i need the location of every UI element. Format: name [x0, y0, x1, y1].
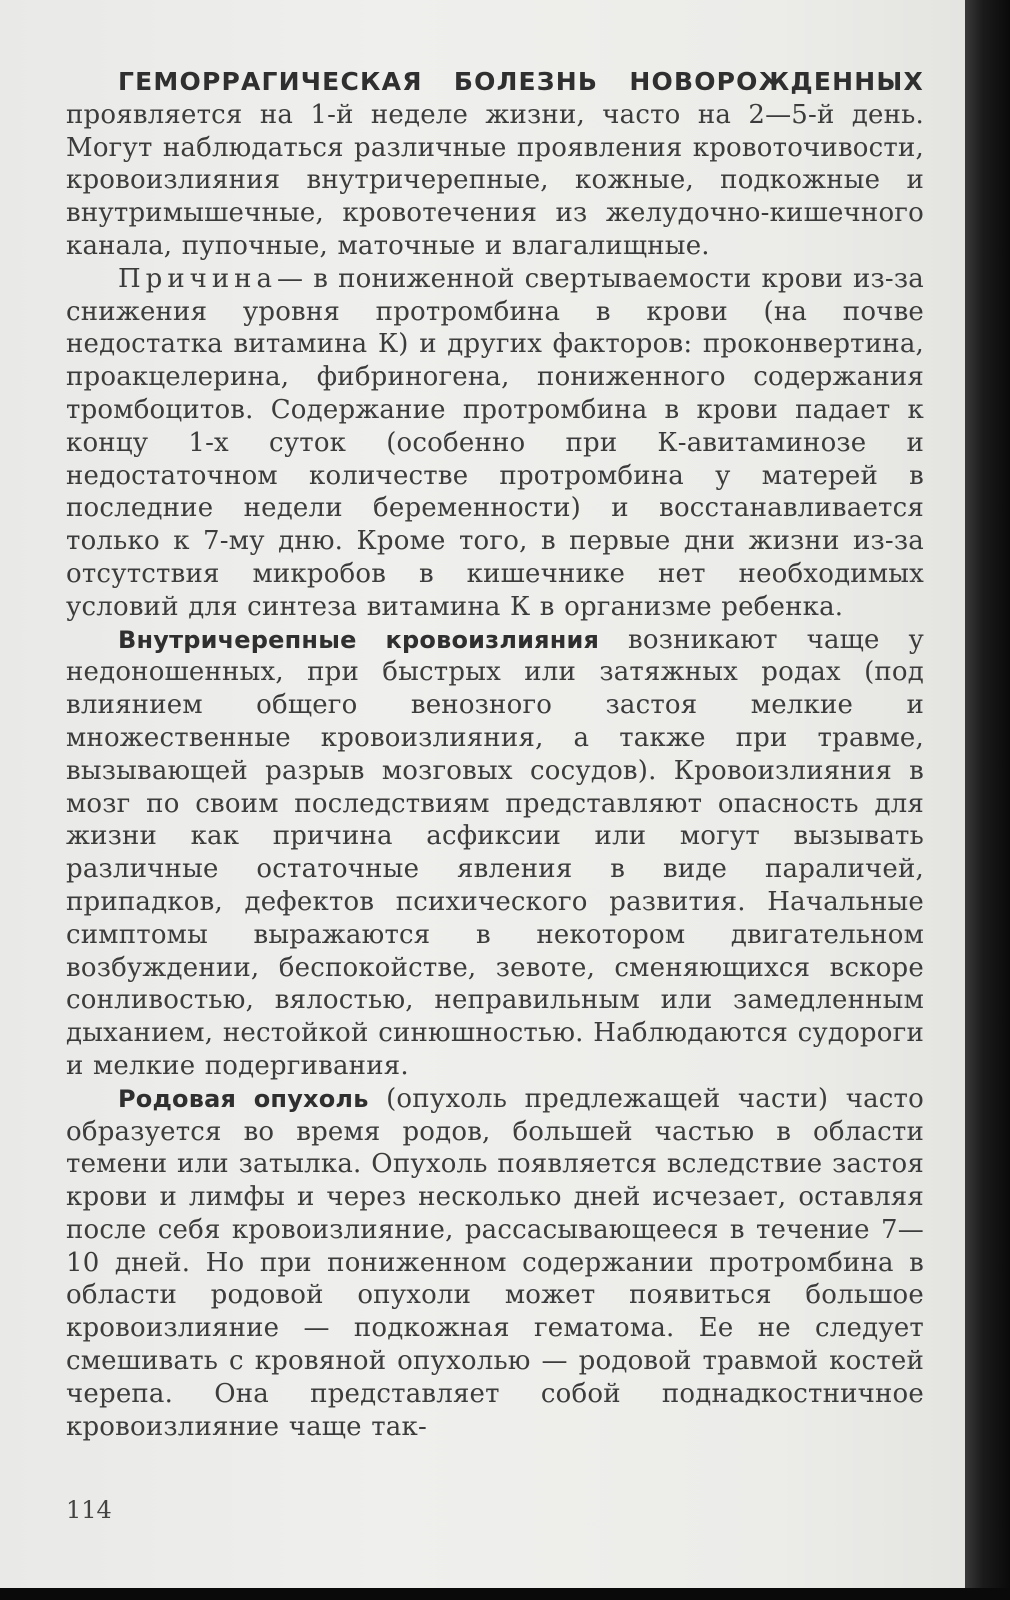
heading-hemorrhagic-disease: ГЕМОРРАГИЧЕСКАЯ БОЛЕЗНЬ НОВОРОЖДЕННЫХ [118, 67, 924, 96]
paragraph-intracranial-hemorrhage [66, 624, 924, 1083]
bottom-edge-shadow [0, 1588, 1010, 1600]
paragraph-hemorrhagic-disease [66, 66, 924, 263]
heading-intracranial-hemorrhage: Внутричерепные кровоизлияния [118, 625, 600, 654]
page-text [66, 66, 924, 1443]
paragraph-cause [66, 263, 924, 624]
paragraph-text: (опухоль предлежащей части) часто образуется во время родов, большей частью в области темени или затылка. Опухоль появляется вследствие застоя крови и лимфы и через несколько дней исчезает, оставляя после себя кровоизлияние, рассасывающееся в течение 7—10 дней. Но при пониженном содержании протромбина в области родовой опухоли может появиться большое кровоизлияние — подкожная гематома. Ее не следует смешивать с кровяной опухолью — родовой травмой костей черепа. Она представляет собой поднадкостничное кровоизлияние чаще так- [66, 1083, 924, 1442]
paragraph-text: возникают чаще у недоношенных, при быстрых или затяжных родах (под влиянием общего венозного застоя мелкие и множественные кровоизлияния, а также при травме, вызывающей разрыв мозговых сосудов). Кровоизлияния в мозг по своим последствиям представляют опасность для жизни как причина асфиксии или могут вызывать различные остаточные явления в виде параличей, припадков, дефектов психического развития. Начальные симптомы выражаются в некотором двигательном возбуждении, беспокойстве, зевоте, сменяющихся вскоре сонливостью, вялостью, неправильным или замедленным дыханием, нестойкой синюшностью. Наблюдаются судороги и мелкие подергивания. [66, 624, 925, 1081]
page-number: 114 [66, 1496, 112, 1524]
lead-word-cause: Причина [118, 263, 277, 294]
heading-birth-tumor: Родовая опухоль [118, 1084, 369, 1113]
paragraph-text: — в пониженной свертываемости крови из-за снижения уровня протромбина в крови (на почве недостатка витамина К) и других факторов: проконвертина, проакцелерина, фибриногена, пониженного содержания тромбоцитов. Содержание протромбина в крови падает к концу 1-х суток (особенно при К-авитаминозе и недостаточном количестве протромбина у матерей в последние недели беременности) и восстанавливается только к 7-му дню. Кроме того, в первые дни жизни из-за отсутствия микробов в кишечнике нет необходимых условий для синтеза витамина К в организме ребенка. [66, 263, 924, 622]
paragraph-birth-tumor [66, 1083, 924, 1444]
paragraph-text: проявляется на 1-й неделе жизни, часто на 2—5-й день. Могут наблюдаться различные проявления кровоточивости, кровоизлияния внутричерепные, кожные, подкожные и внутримышечные, кровотечения из желудочно-кишечного канала, пупочные, маточные и влагалищные. [66, 99, 924, 261]
page-edge-shadow [965, 0, 1010, 1600]
